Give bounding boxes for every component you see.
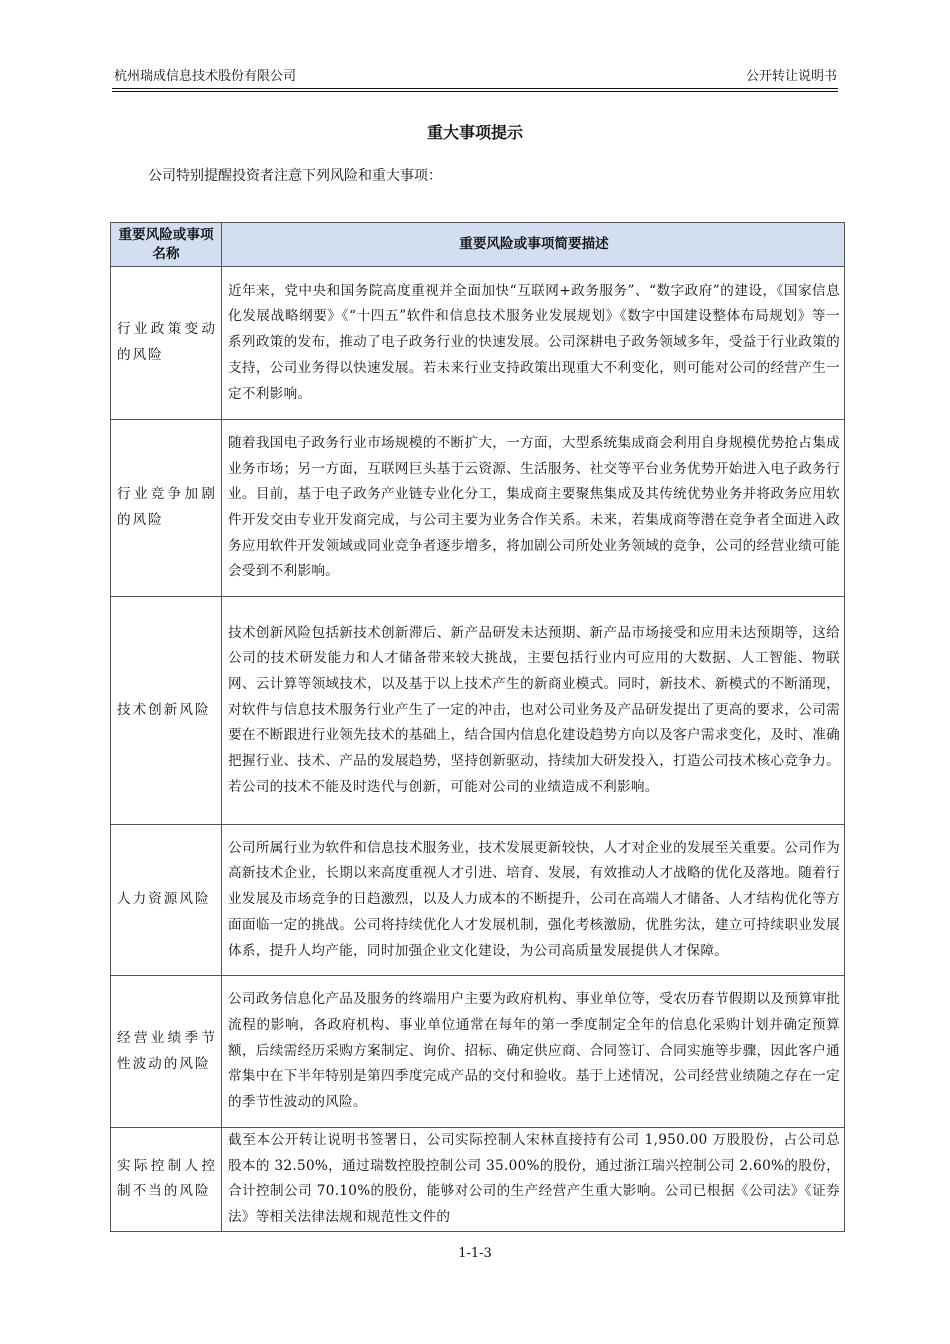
header-doc-type: 公开转让说明书 xyxy=(745,69,837,84)
header-company: 杭州瑞成信息技术股份有限公司 xyxy=(114,69,297,84)
risk-description: 随着我国电子政务行业市场规模的不断扩大，一方面，大型系统集成商会利用自身规模优势抢占集成业务市场；另一方面，互联网巨头基于云资源、生活服务、社交等平台业务优势开始进入电子政务行业。目前，基于电子政务产业链专业化分工，集成商主要聚焦集成及其传统优势业务并将政务应用软件开发交由专业开发商完成，与公司主要为业务合作关系。未来，若集成商等潜在竞争者全面进入政务应用软件开发领域或同业竞争者逐步增多，将加剧公司所处业务领域的竞争，公司的经营业绩可能会受到不利影响。 xyxy=(222,420,845,597)
risk-description: 截至本公开转让说明书签署日，公司实际控制人宋林直接持有公司 1,950.00 万股股份，占公司总股本的 32.50%，通过瑞数控股控制公司 35.00%的股份，通过浙江瑞兴控制公司 2.60%的股份，合计控制公司 70.10%的股份，能够对公司的生产经营产生重大影响。公司已根据《公司法》《证券法》等相关法律法规和规范性文件的 xyxy=(222,1128,845,1232)
risk-name: 行业竞争加剧的风险 xyxy=(111,420,222,597)
page-number: 1-1-3 xyxy=(458,1246,492,1261)
risk-name: 人力资源风险 xyxy=(111,825,222,976)
table-header-row xyxy=(111,223,845,267)
risk-description: 公司政务信息化产品及服务的终端用户主要为政府机构、事业单位等，受农历春节假期以及预算审批流程的影响，各政府机构、事业单位通常在每年的第一季度制定全年的信息化采购计划并确定预算额，后续需经历采购方案制定、询价、招标、确定供应商、合同签订、合同实施等步骤，因此客户通常集中在下半年特别是第四季度完成产品的交付和验收。基于上述情况，公司经营业绩随之存在一定的季节性波动的风险。 xyxy=(222,976,845,1128)
risk-description: 技术创新风险包括新技术创新滞后、新产品研发未达预期、新产品市场接受和应用未达预期等，这给公司的技术研发能力和人才储备带来较大挑战，主要包括行业内可应用的大数据、人工智能、物联网、云计算等领域技术，以及基于以上技术产生的新商业模式。同时，新技术、新模式的不断涌现，对软件与信息技术服务行业产生了一定的冲击，也对公司业务及产品研发提出了更高的要求，公司需要在不断跟进行业领先技术的基础上，结合国内信息化建设趋势方向以及客户需求变化，及时、准确把握行业、技术、产品的发展趋势，坚持创新驱动，持续加大研发投入，打造公司技术核心竞争力。若公司的技术不能及时迭代与创新，可能对公司的业绩造成不利影响。 xyxy=(222,597,845,825)
column-header-desc: 重要风险或事项简要描述 xyxy=(222,223,845,267)
risk-name: 技术创新风险 xyxy=(111,597,222,825)
table-row xyxy=(111,267,845,420)
table-row xyxy=(111,597,845,825)
header-rule-thick xyxy=(112,88,838,89)
page-title: 重大事项提示 xyxy=(426,123,523,142)
header-rule-thin xyxy=(112,91,838,92)
table-row xyxy=(111,976,845,1128)
table-row xyxy=(111,1128,845,1232)
table-row xyxy=(111,825,845,976)
risk-name: 实际控制人控制不当的风险 xyxy=(111,1128,222,1232)
risk-description: 近年来，党中央和国务院高度重视并全面加快“互联网+政务服务”、“数字政府”的建设，《国家信息化发展战略纲要》《“十四五”软件和信息技术服务业发展规划》《数字中国建设整体布局规划》等一系列政策的发布，推动了电子政务行业的快速发展。公司深耕电子政务领域多年，受益于行业政策的支持，公司业务得以快速发展。若未来行业支持政策出现重大不利变化，则可能对公司的经营产生一定不利影响。 xyxy=(222,267,845,420)
risk-table xyxy=(110,222,845,1232)
table-row xyxy=(111,420,845,597)
column-header-name: 重要风险或事项名称 xyxy=(111,223,222,267)
risk-name: 经营业绩季节性波动的风险 xyxy=(111,976,222,1128)
intro-text: 公司特别提醒投资者注意下列风险和重大事项： xyxy=(148,168,442,184)
risk-description: 公司所属行业为软件和信息技术服务业，技术发展更新较快，人才对企业的发展至关重要。公司作为高新技术企业，长期以来高度重视人才引进、培育、发展，有效推动人才战略的优化及落地。随着行业发展及市场竞争的日趋激烈，以及人力成本的不断提升，公司在高端人才储备、人才结构优化等方面面临一定的挑战。公司将持续优化人才发展机制，强化考核激励，优胜劣汰，建立可持续职业发展体系，提升人均产能，同时加强企业文化建设，为公司高质量发展提供人才保障。 xyxy=(222,825,845,976)
risk-name: 行业政策变动的风险 xyxy=(111,267,222,420)
